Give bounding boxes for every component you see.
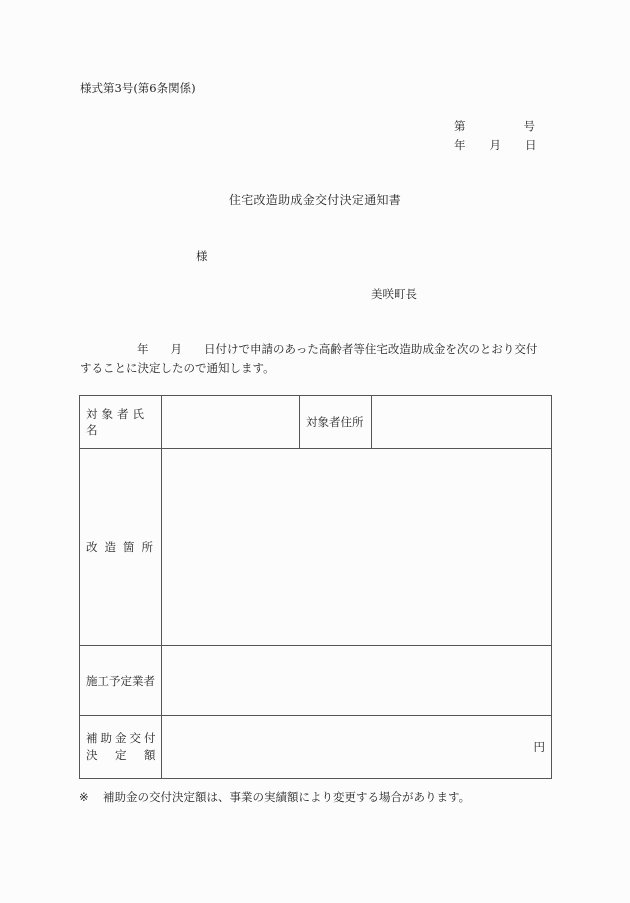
- date-month-label: 月: [489, 138, 501, 152]
- footnote: [79, 789, 470, 805]
- doc-number-suffix: 号: [523, 119, 535, 133]
- body-month-label: 月: [170, 342, 182, 356]
- amount-label: [80, 716, 162, 779]
- target-address-label: 対象者住所: [300, 396, 372, 449]
- issue-date: [454, 137, 537, 153]
- body-year-label: 年: [137, 342, 149, 356]
- yen-unit: 円: [533, 740, 545, 754]
- form-number: 様式第3号(第6条関係): [80, 81, 196, 95]
- issuer-name: 美咲町長: [371, 287, 417, 301]
- amount-label-line-2: 決 定 額: [86, 748, 156, 762]
- document-title: 住宅改造助成金交付決定通知書: [228, 193, 402, 207]
- amount-label-line-1: 補助金交付: [86, 731, 159, 745]
- body-paragraph: [80, 340, 537, 378]
- target-name-label: 対象者氏名: [80, 396, 162, 449]
- contractor-field[interactable]: [162, 646, 552, 716]
- table-row-renovation: [80, 449, 552, 646]
- document-number: [454, 118, 535, 134]
- table-row-amount: [80, 716, 552, 779]
- reference-mark-icon: ※: [79, 790, 89, 804]
- renovation-label: 改造箇所: [80, 449, 162, 646]
- table-row-target: [80, 396, 552, 449]
- body-line-2: することに決定したので通知します。: [80, 361, 275, 375]
- body-line-1-text: 日付けで申請のあった高齢者等住宅改造助成金を次のとおり交付: [204, 342, 538, 356]
- addressee-suffix: 様: [196, 249, 208, 263]
- renovation-field[interactable]: [162, 449, 552, 646]
- target-address-field[interactable]: [372, 396, 552, 449]
- contractor-label: 施工予定業者: [80, 646, 162, 716]
- decision-table: [79, 395, 552, 779]
- date-year-label: 年: [454, 138, 466, 152]
- footnote-text: 補助金の交付決定額は、事業の実績額により変更する場合があります。: [103, 790, 471, 804]
- date-day-label: 日: [525, 138, 537, 152]
- target-name-field[interactable]: [162, 396, 300, 449]
- doc-number-prefix: 第: [454, 119, 466, 133]
- amount-field[interactable]: [162, 716, 552, 779]
- body-line-1: [80, 340, 537, 359]
- table-row-contractor: [80, 646, 552, 716]
